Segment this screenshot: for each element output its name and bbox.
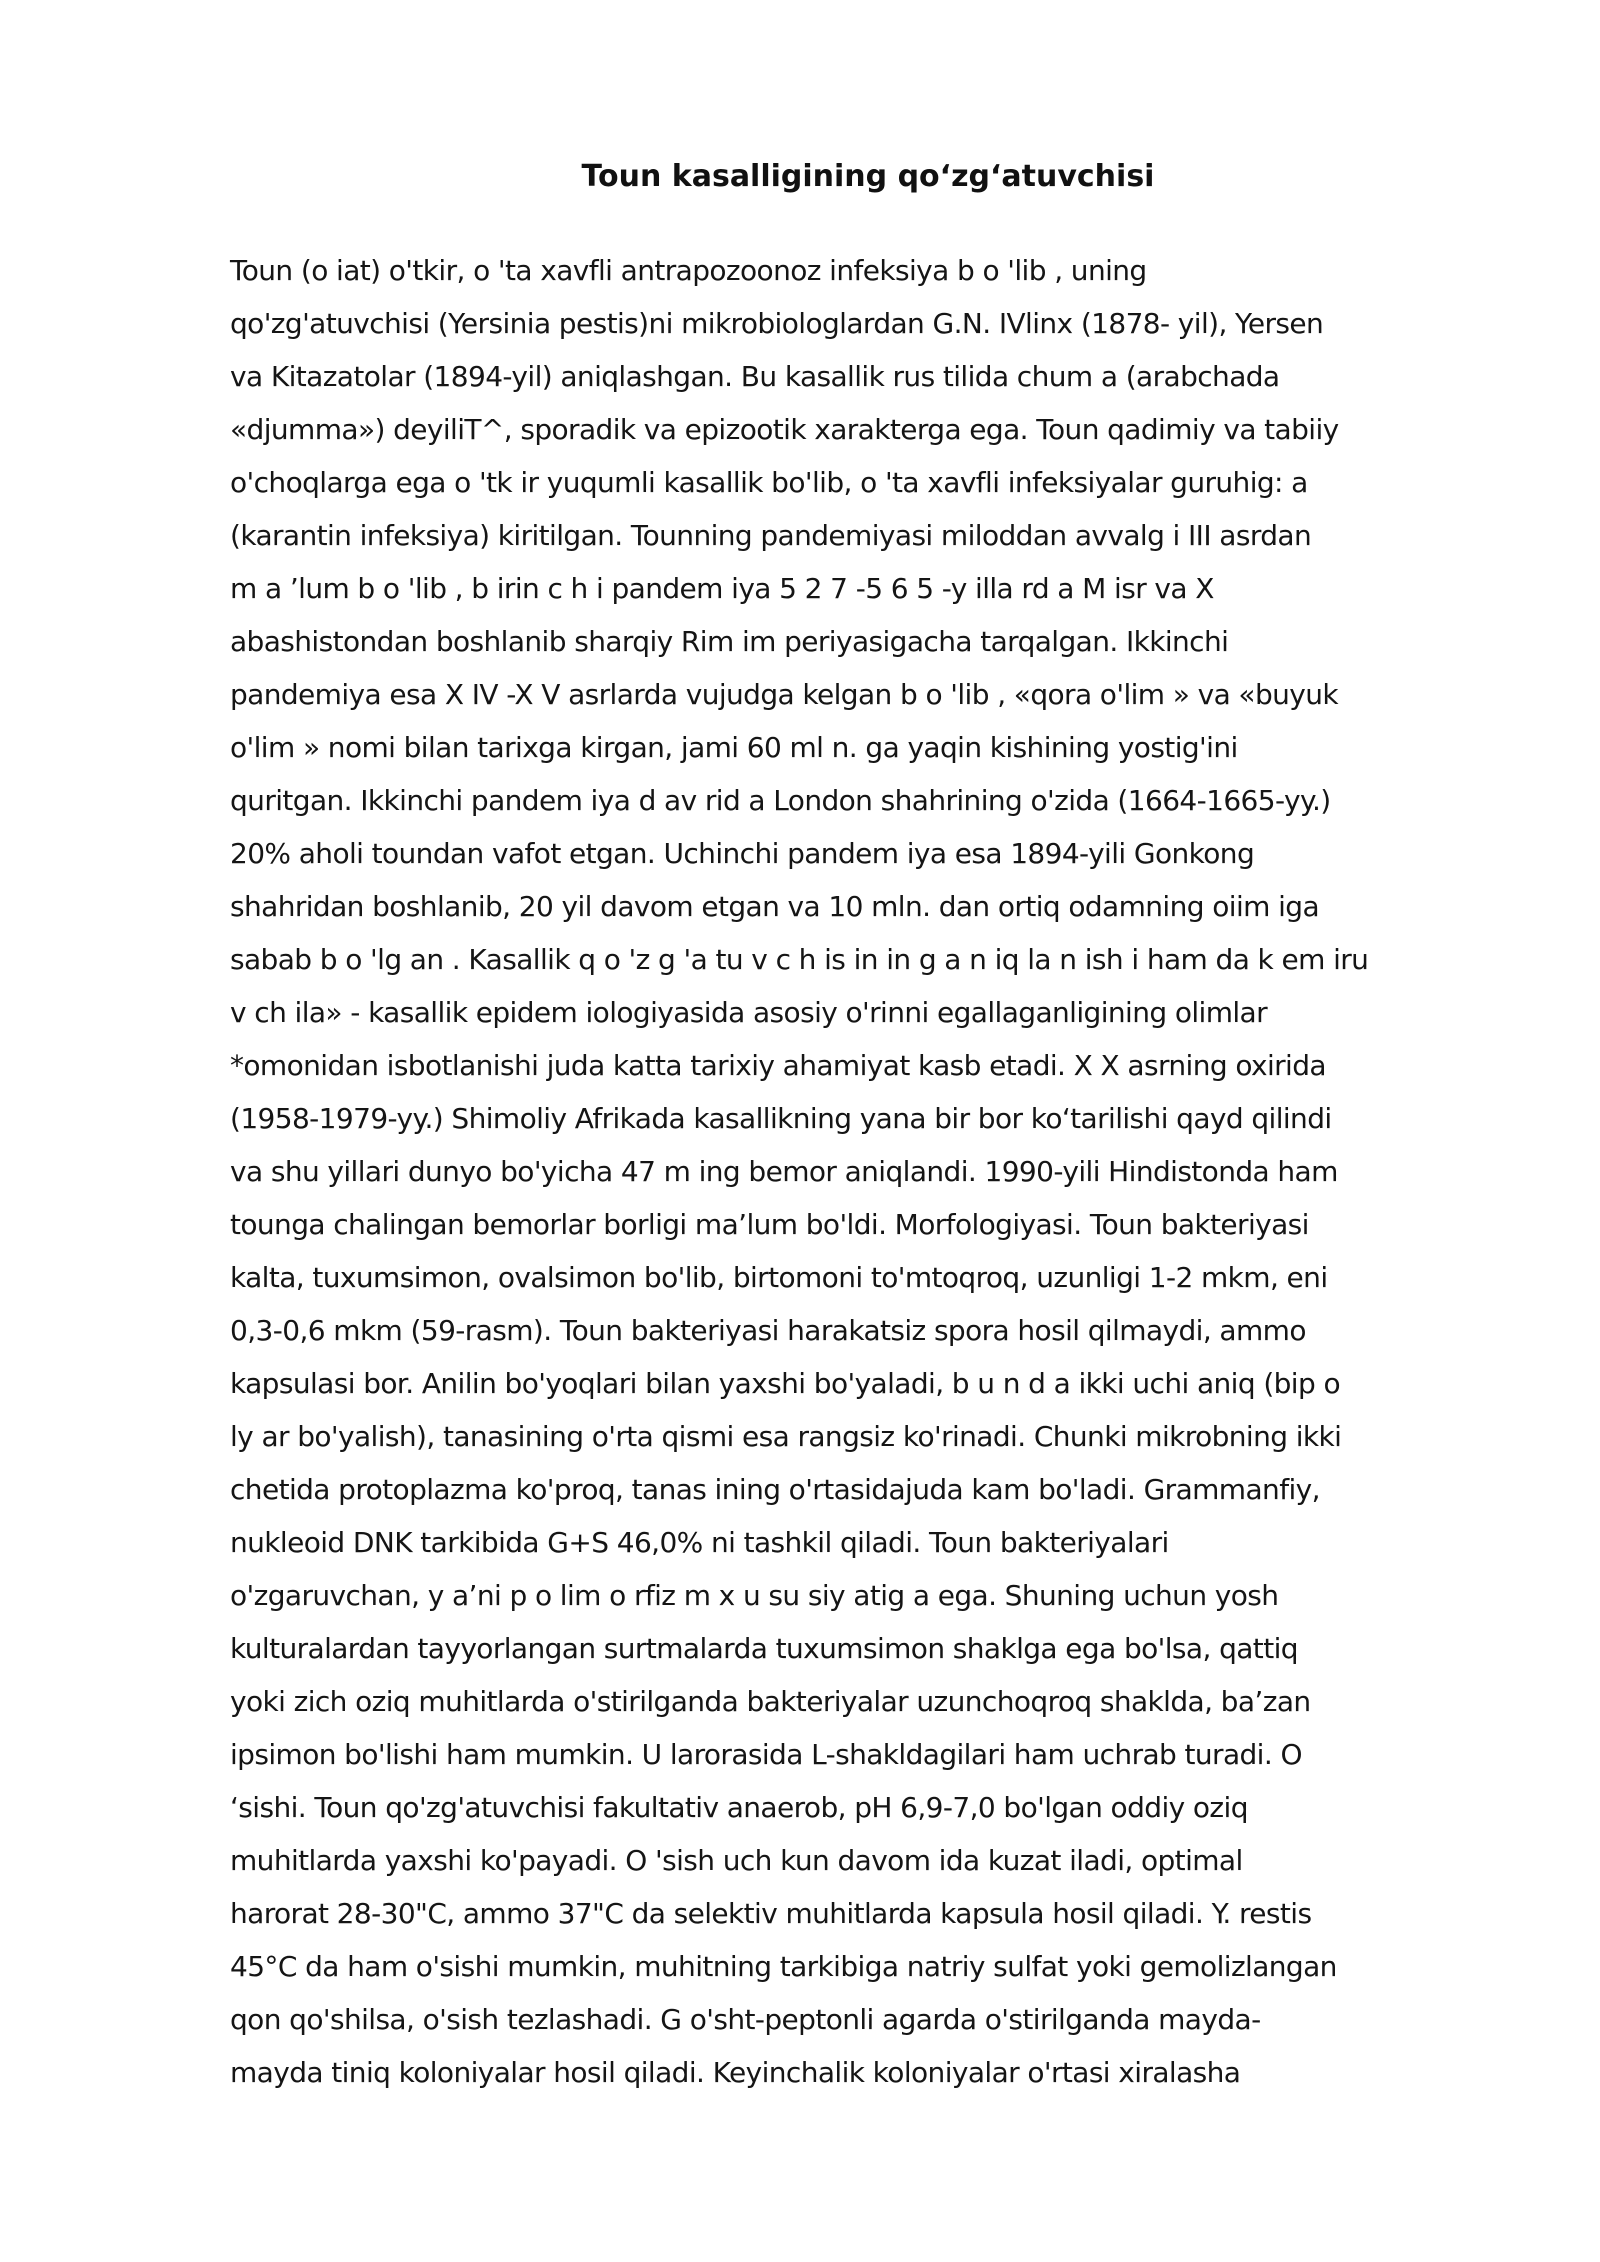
body-text-line: o'lim » nomi bilan tarixga kirgan, jami 60 ml n. ga yaqin kishining yostig'ini	[230, 731, 1238, 764]
document-title: Toun kasalligining qo‘zg‘atuvchisi	[581, 159, 1155, 194]
body-text-line: kulturalardan tayyorlangan surtmalarda tuxumsimon shaklga ega bo'lsa, qattiq	[230, 1632, 1298, 1665]
body-text-line: ly ar bo'yalish), tanasining o'rta qismi esa rangsiz ko'rinadi. Chunki mikrobning ikki	[230, 1420, 1342, 1453]
body-text-line: tounga chalingan bemorlar borligi ma’lum bo'ldi. Morfologiyasi. Toun bakteriyasi	[230, 1208, 1309, 1241]
body-text-line: shahridan boshlanib, 20 yil davom etgan va 10 mln. dan ortiq odamning oiim iga	[230, 890, 1320, 923]
body-text-line: nukleoid DNK tarkibida G+S 46,0% ni tashkil qiladi. Toun bakteriyalari	[230, 1526, 1169, 1559]
body-text-line: sabab b o 'lg an . Kasallik q o 'z g 'a tu v c h is in in g a n iq la n ish i ham da k em iru	[230, 943, 1369, 976]
body-text-line: 0,3-0,6 mkm (59-rasm). Toun bakteriyasi harakatsiz spora hosil qilmaydi, ammo	[230, 1314, 1306, 1347]
body-text-line: yoki zich oziq muhitlarda o'stirilganda bakteriyalar uzunchoqroq shaklda, ba’zan	[230, 1685, 1311, 1718]
body-text-line: v ch ila» - kasallik epidem iologiyasida asosiy o'rinni egallaganligining olimlar	[230, 996, 1268, 1029]
body-text-line: *omonidan isbotlanishi juda katta tarixiy ahamiyat kasb etadi. X X asrning oxirida	[230, 1049, 1326, 1082]
body-text-line: abashistondan boshlanib sharqiy Rim im periyasigacha tarqalgan. Ikkinchi	[230, 625, 1229, 658]
body-text-line: m a ’lum b o 'lib , b irin c h i pandem iya 5 2 7 -5 6 5 -y illa rd a M isr va X	[230, 572, 1214, 605]
body-text-line: (1958-1979-yy.) Shimoliy Afrikada kasallikning yana bir bor ko‘tarilishi qayd qilindi	[230, 1102, 1332, 1135]
body-text-line: «djumma») deyiliT^, sporadik va epizootik xarakterga ega. Toun qadimiy va tabiiy	[230, 413, 1339, 446]
body-text-line: 45°C da ham o'sishi mumkin, muhitning tarkibiga natriy sulfat yoki gemolizlangan	[230, 1950, 1337, 1983]
body-text-line: va Kitazatolar (1894-yil) aniqlashgan. Bu kasallik rus tilida chum a (arabchada	[230, 360, 1280, 393]
body-text-line: ‘sishi. Toun qo'zg'atuvchisi fakultativ anaerob, pH 6,9-7,0 bo'lgan oddiy oziq	[230, 1791, 1248, 1824]
body-text-line: o'zgaruvchan, y a’ni p o lim o rfiz m x u su siy atig a ega. Shuning uchun yosh	[230, 1579, 1279, 1612]
body-text-line: qon qo'shilsa, o'sish tezlashadi. G o'sht-peptonli agarda o'stirilganda mayda-	[230, 2003, 1261, 2036]
body-text-line: muhitlarda yaxshi ko'payadi. O 'sish uch kun davom ida kuzat iladi, optimal	[230, 1844, 1243, 1877]
body-text-line: Toun (o iat) o'tkir, o 'ta xavfli antrapozoonoz infeksiya b o 'lib , uning	[230, 254, 1147, 287]
body-text-line: qo'zg'atuvchisi (Yersinia pestis)ni mikrobiologlardan G.N. IVlinx (1878- yil), Yersen	[230, 307, 1324, 340]
body-text-line: o'choqlarga ega o 'tk ir yuqumli kasallik bo'lib, o 'ta xavfli infeksiyalar guruhig: a	[230, 466, 1308, 499]
body-text-line: kapsulasi bor. Anilin bo'yoqlari bilan yaxshi bo'yaladi, b u n d a ikki uchi aniq (bip o	[230, 1367, 1340, 1400]
body-text-line: harorat 28-30"C, ammo 37"C da selektiv muhitlarda kapsula hosil qiladi. Y. restis	[230, 1897, 1312, 1930]
body-text-line: ipsimon bo'lishi ham mumkin. U larorasida L-shakldagilari ham uchrab turadi. O	[230, 1738, 1302, 1771]
body-text-line: chetida protoplazma ko'proq, tanas ining o'rtasidajuda kam bo'ladi. Grammanfiy,	[230, 1473, 1320, 1506]
body-text-line: 20% aholi toundan vafot etgan. Uchinchi pandem iya esa 1894-yili Gonkong	[230, 837, 1255, 870]
document-body	[230, 244, 1530, 2099]
body-text-line: quritgan. Ikkinchi pandem iya d av rid a London shahrining o'zida (1664-1665-yy.)	[230, 784, 1331, 817]
body-text-line: pandemiya esa X IV -X V asrlarda vujudga kelgan b o 'lib , «qora o'lim » va «buyuk	[230, 678, 1339, 711]
body-text-line: (karantin infeksiya) kiritilgan. Tounning pandemiyasi miloddan avvalg i III asrdan	[230, 519, 1312, 552]
body-text-line: kalta, tuxumsimon, ovalsimon bo'lib, birtomoni to'mtoqroq, uzunligi 1-2 mkm, eni	[230, 1261, 1328, 1294]
body-text-line: va shu yillari dunyo bo'yicha 47 m ing bemor aniqlandi. 1990-yili Hindistonda ham	[230, 1155, 1338, 1188]
body-text-line: mayda tiniq koloniyalar hosil qiladi. Keyinchalik koloniyalar o'rtasi xiralasha	[230, 2056, 1241, 2089]
